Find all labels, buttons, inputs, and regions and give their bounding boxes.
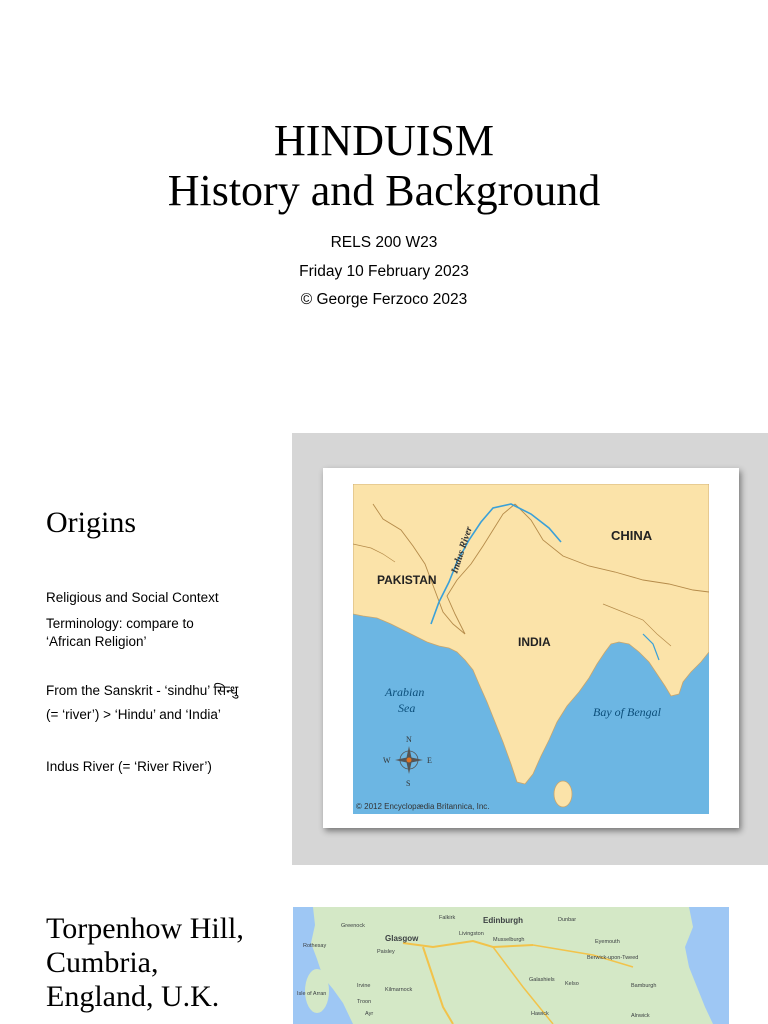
terminology-line-2: ‘African Religion’ bbox=[46, 634, 147, 649]
indus-line: Indus River (= ‘River River’) bbox=[46, 759, 212, 774]
title-slide bbox=[0, 0, 768, 420]
arabian-sea-label-1: Arabian bbox=[385, 685, 425, 699]
sanskrit-line-1: From the Sanskrit - ‘sindhu’ सिन्धु bbox=[46, 683, 239, 698]
slide-subtitle bbox=[0, 229, 768, 315]
map2-place-label: Paisley bbox=[377, 949, 395, 955]
south-asia-map bbox=[353, 484, 709, 814]
map2-place-label: Kelso bbox=[565, 981, 579, 987]
india-label: INDIA bbox=[518, 635, 551, 649]
china-label: CHINA bbox=[611, 528, 653, 543]
map2-place-label: Hawick bbox=[531, 1011, 549, 1017]
title-line-2: History and Background bbox=[167, 166, 601, 215]
origins-slide bbox=[0, 430, 768, 870]
map-card bbox=[323, 468, 739, 828]
compass-w: W bbox=[383, 756, 391, 765]
map-credit: © 2012 Encyclopædia Britannica, Inc. bbox=[356, 802, 490, 811]
compass-s: S bbox=[406, 779, 411, 788]
map2-place-label: Ayr bbox=[365, 1011, 374, 1017]
map2-place-label: Isle of Arran bbox=[297, 991, 327, 997]
map2-place-label: Alnwick bbox=[631, 1013, 650, 1019]
sanskrit-text bbox=[46, 682, 238, 724]
map2-place-label: Irvine bbox=[357, 983, 371, 989]
slide-title bbox=[0, 116, 768, 216]
torpenhow-heading bbox=[46, 912, 276, 1014]
map2-place-label: Glasgow bbox=[385, 934, 419, 943]
compass-e: E bbox=[427, 756, 432, 765]
map2-place-label: Kilmarnock bbox=[385, 987, 413, 993]
map2-place-label: Bamburgh bbox=[631, 983, 657, 989]
map2-place-label: Eyemouth bbox=[595, 939, 620, 945]
map2-place-label: Falkirk bbox=[439, 915, 456, 921]
map2-place-label: Greenock bbox=[341, 923, 365, 929]
torpenhow-line-3: England, U.K. bbox=[46, 980, 220, 1013]
context-line: Religious and Social Context bbox=[46, 590, 219, 605]
compass-n: N bbox=[406, 735, 412, 744]
sri-lanka bbox=[554, 781, 572, 807]
lecture-date: Friday 10 February 2023 bbox=[299, 262, 469, 280]
torpenhow-line-2: Cumbria, bbox=[46, 946, 159, 979]
map2-place-label: Troon bbox=[357, 999, 372, 1005]
bay-of-bengal-label: Bay of Bengal bbox=[593, 705, 661, 719]
pakistan-label: PAKISTAN bbox=[377, 573, 437, 587]
title-line-1: HINDUISM bbox=[274, 116, 494, 165]
map2-place-label: Livingston bbox=[459, 931, 484, 937]
scotland-map bbox=[293, 907, 729, 1024]
torpenhow-slide bbox=[0, 880, 768, 1024]
map2-place-label: Rothesay bbox=[303, 943, 327, 949]
copyright-line: © George Ferzoco 2023 bbox=[300, 291, 468, 308]
torpenhow-line-1: Torpenhow Hill, bbox=[46, 912, 244, 945]
sanskrit-line-2: (= ‘river’) > ‘Hindu’ and ‘India’ bbox=[46, 707, 221, 722]
google-map bbox=[293, 907, 729, 1024]
course-code: RELS 200 W23 bbox=[330, 234, 438, 251]
terminology-line-1: Terminology: compare to bbox=[46, 616, 194, 631]
map2-place-label: Berwick-upon-Tweed bbox=[587, 955, 639, 961]
map-panel bbox=[292, 433, 768, 865]
map2-place-label: Galashiels bbox=[529, 977, 555, 983]
map2-place-label: Dunbar bbox=[558, 917, 577, 923]
map2-place-label: Musselburgh bbox=[493, 937, 525, 943]
indus-river-label: Indus River bbox=[449, 525, 475, 575]
terminology-text bbox=[46, 615, 194, 651]
origins-heading: Origins bbox=[46, 506, 136, 539]
arabian-sea-label-2: Sea bbox=[398, 701, 416, 715]
map2-place-label: Edinburgh bbox=[483, 916, 523, 925]
